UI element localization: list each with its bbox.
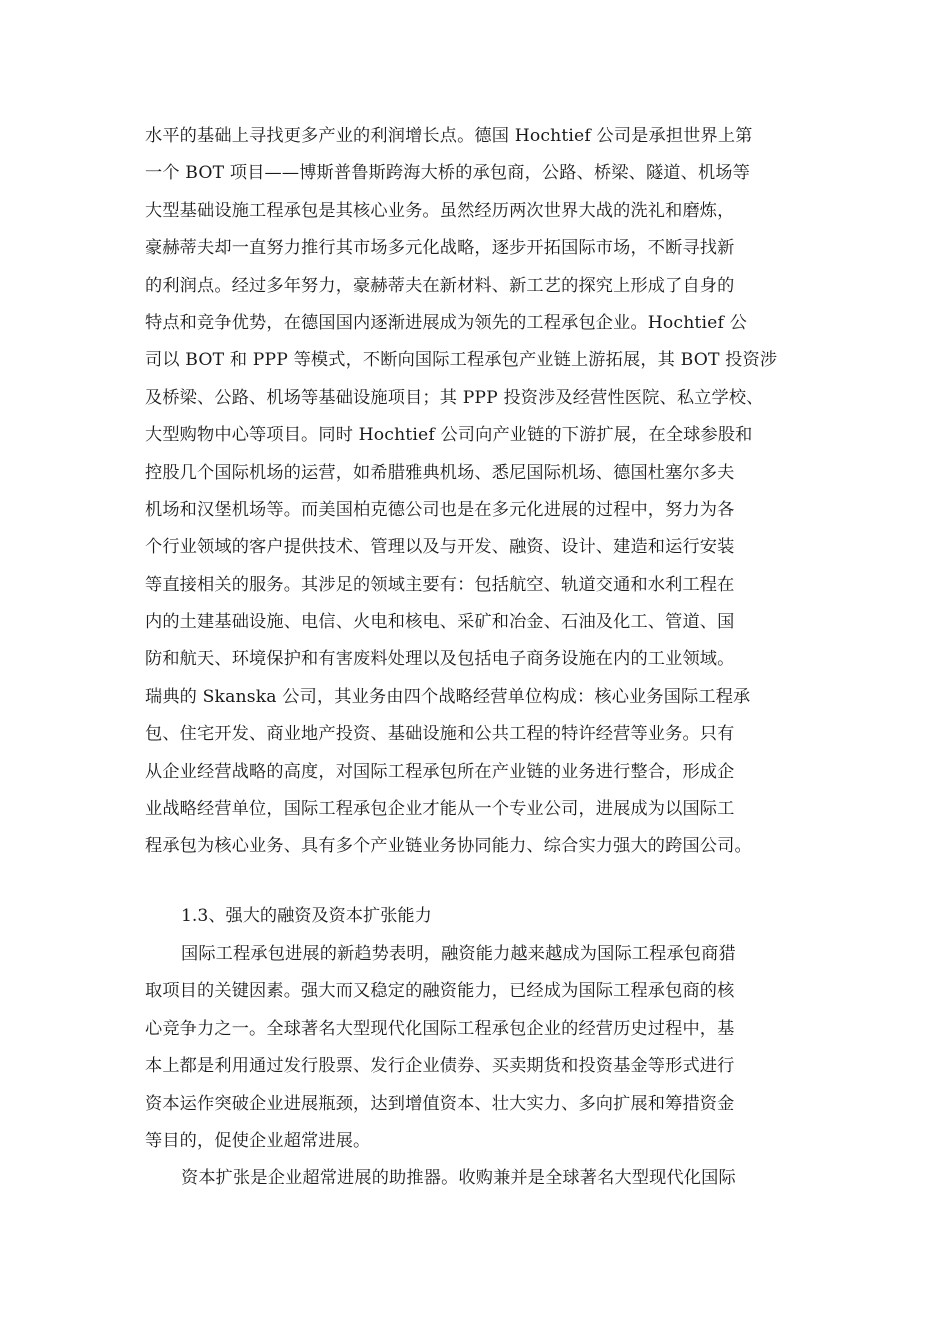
text-line: 大型购物中心等项目。同时 Hochtief 公司向产业链的下游扩展，在全球参股和 [145, 425, 753, 446]
text-line: 业战略经营单位，国际工程承包企业才能从一个专业公司，进展成为以国际工 [145, 799, 735, 820]
text-line: 心竞争力之一。全球著名大型现代化国际工程承包企业的经营历史过程中，基 [145, 1018, 735, 1039]
text-line: 及桥梁、公路、机场等基础设施项目；其 PPP 投资涉及经营性医院、私立学校、 [145, 387, 764, 408]
text-line: 本上都是利用通过发行股票、发行企业债券、买卖期货和投资基金等形式进行 [145, 1056, 735, 1077]
text-line: 特点和竞争优势，在德国国内逐渐进展成为领先的工程承包企业。Hochtief 公 [145, 312, 747, 333]
text-line: 的利润点。经过多年努力，豪赫蒂夫在新材料、新工艺的探究上形成了自身的 [145, 275, 735, 296]
text-line: 资本扩张是企业超常进展的助推器。收购兼并是全球著名大型现代化国际 [181, 1168, 736, 1189]
text-line: 防和航天、环境保护和有害废料处理以及包括电子商务设施在内的工业领域。 [145, 649, 735, 670]
text-line: 等直接相关的服务。其涉足的领域主要有：包括航空、轨道交通和水利工程在 [145, 574, 735, 595]
text-line: 水平的基础上寻找更多产业的利润增长点。德国 Hochtief 公司是承担世界上第 [145, 126, 753, 146]
text-line: 取项目的关键因素。强大而又稳定的融资能力，已经成为国际工程承包商的核 [145, 981, 735, 1002]
text-line: 资本运作突破企业进展瓶颈，达到增值资本、壮大实力、多向扩展和筹措资金 [145, 1093, 735, 1114]
paragraph-financing [145, 936, 835, 1198]
text-line: 大型基础设施工程承包是其核心业务。虽然经历两次世界大战的洗礼和磨炼， [145, 200, 735, 221]
text-line: 控股几个国际机场的运营，如希腊雅典机场、悉尼国际机场、德国杜塞尔多夫 [145, 462, 735, 483]
text-line: 等目的，促使企业超常进展。 [145, 1130, 371, 1151]
text-line: 豪赫蒂夫却一直努力推行其市场多元化战略，逐步开拓国际市场，不断寻找新 [145, 238, 735, 259]
text-line: 从企业经营战略的高度，对国际工程承包所在产业链的业务进行整合，形成企 [145, 761, 735, 782]
text-line: 司以 BOT 和 PPP 等模式，不断向国际工程承包产业链上游拓展，其 BOT 投资涉 [145, 350, 778, 371]
text-line: 瑞典的 Skanska 公司，其业务由四个战略经营单位构成：核心业务国际工程承 [145, 686, 751, 707]
text-line: 国际工程承包进展的新趋势表明，融资能力越来越成为国际工程承包商猎 [181, 944, 736, 964]
text-line: 程承包为核心业务、具有多个产业链业务协同能力、综合实力强大的跨国公司。 [145, 836, 752, 857]
text-line: 一个 BOT 项目——博斯普鲁斯跨海大桥的承包商，公路、桥梁、隧道、机场等 [145, 163, 750, 184]
text-line: 内的土建基础设施、电信、火电和核电、采矿和冶金、石油及化工、管道、国 [145, 612, 735, 633]
text-line: 机场和汉堡机场等。而美国柏克德公司也是在多元化进展的过程中，努力为各 [145, 499, 735, 520]
section-heading: 1.3、强大的融资及资本扩张能力 [181, 906, 432, 926]
paragraph-diversification [145, 118, 835, 866]
text-line: 包、住宅开发、商业地产投资、基础设施和公共工程的特许经营等业务。只有 [145, 724, 735, 745]
text-line: 个行业领域的客户提供技术、管理以及与开发、融资、设计、建造和运行安装 [145, 537, 735, 558]
